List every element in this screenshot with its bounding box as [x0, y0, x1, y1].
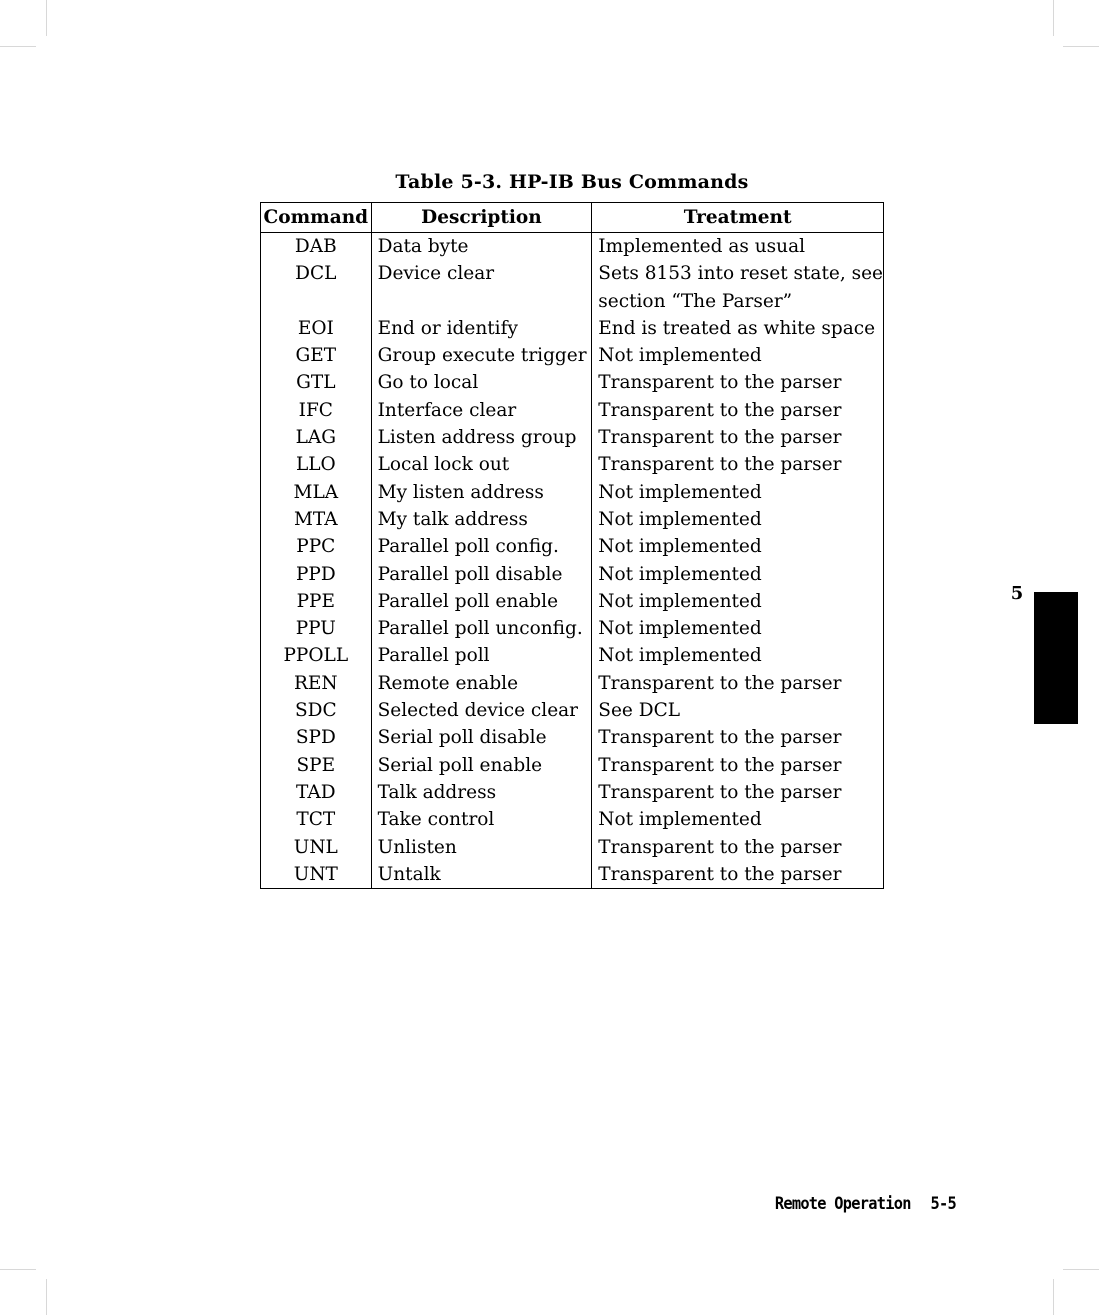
command-cell: GET — [261, 342, 372, 369]
table-row — [261, 424, 884, 451]
table-row — [261, 260, 884, 287]
description-cell: Serial poll enable — [371, 752, 592, 779]
description-cell: Parallel poll disable — [371, 561, 592, 588]
command-cell: UNT — [261, 861, 372, 889]
treatment-cell: Not implemented — [592, 642, 884, 669]
column-header-description: Description — [371, 203, 592, 233]
command-cell: PPC — [261, 533, 372, 560]
bus-commands-table — [260, 202, 884, 889]
description-cell: Parallel poll config. — [371, 533, 592, 560]
treatment-cell: Transparent to the parser — [592, 397, 884, 424]
command-cell: SPD — [261, 724, 372, 751]
description-cell — [371, 288, 592, 315]
crop-mark — [1063, 1269, 1099, 1270]
table-row — [261, 369, 884, 396]
description-cell: Go to local — [371, 369, 592, 396]
table-header-row — [261, 203, 884, 233]
treatment-cell: Implemented as usual — [592, 233, 884, 261]
description-cell: Interface clear — [371, 397, 592, 424]
table-row — [261, 806, 884, 833]
footer-section-title: Remote Operation — [774, 1194, 911, 1214]
description-cell: Parallel poll enable — [371, 588, 592, 615]
table-row — [261, 506, 884, 533]
command-cell: LLO — [261, 451, 372, 478]
crop-mark — [1053, 1279, 1054, 1315]
crop-mark — [1053, 0, 1054, 36]
table-row — [261, 779, 884, 806]
chapter-tab-marker — [1034, 592, 1078, 724]
crop-mark — [0, 46, 36, 47]
description-cell: Serial poll disable — [371, 724, 592, 751]
description-cell: My listen address — [371, 479, 592, 506]
treatment-cell: Transparent to the parser — [592, 424, 884, 451]
table-body — [261, 233, 884, 889]
command-cell: PPE — [261, 588, 372, 615]
crop-mark — [46, 0, 47, 36]
table-row — [261, 315, 884, 342]
description-cell: End or identify — [371, 315, 592, 342]
treatment-cell: Not implemented — [592, 506, 884, 533]
table-row — [261, 479, 884, 506]
chapter-tab-number: 5 — [1010, 583, 1024, 604]
command-cell: REN — [261, 670, 372, 697]
table-row — [261, 451, 884, 478]
crop-mark — [0, 1269, 36, 1270]
description-cell: Untalk — [371, 861, 592, 889]
column-header-command: Command — [261, 203, 372, 233]
command-cell: GTL — [261, 369, 372, 396]
description-cell: Device clear — [371, 260, 592, 287]
table-row — [261, 342, 884, 369]
table-row — [261, 233, 884, 261]
table-row — [261, 642, 884, 669]
command-cell — [261, 288, 372, 315]
description-cell: Take control — [371, 806, 592, 833]
treatment-cell: Transparent to the parser — [592, 451, 884, 478]
treatment-cell: Transparent to the parser — [592, 724, 884, 751]
description-cell: Parallel poll unconfig. — [371, 615, 592, 642]
treatment-cell: Not implemented — [592, 479, 884, 506]
command-cell: DAB — [261, 233, 372, 261]
table-row — [261, 670, 884, 697]
command-cell: PPD — [261, 561, 372, 588]
treatment-cell: Not implemented — [592, 615, 884, 642]
treatment-cell: Transparent to the parser — [592, 670, 884, 697]
crop-mark — [46, 1279, 47, 1315]
table-row — [261, 588, 884, 615]
command-cell: LAG — [261, 424, 372, 451]
description-cell: Selected device clear — [371, 697, 592, 724]
treatment-cell: Not implemented — [592, 588, 884, 615]
command-cell: SPE — [261, 752, 372, 779]
description-cell: Remote enable — [371, 670, 592, 697]
command-cell: IFC — [261, 397, 372, 424]
treatment-cell: Not implemented — [592, 806, 884, 833]
table-row — [261, 288, 884, 315]
table-row — [261, 615, 884, 642]
treatment-cell: Sets 8153 into reset state, see — [592, 260, 884, 287]
treatment-cell: Not implemented — [592, 561, 884, 588]
treatment-cell: Not implemented — [592, 342, 884, 369]
command-cell: PPU — [261, 615, 372, 642]
treatment-cell: See DCL — [592, 697, 884, 724]
command-cell: EOI — [261, 315, 372, 342]
command-cell: SDC — [261, 697, 372, 724]
treatment-cell: Transparent to the parser — [592, 779, 884, 806]
description-cell: Local lock out — [371, 451, 592, 478]
table-row — [261, 834, 884, 861]
table-row — [261, 861, 884, 889]
treatment-cell: Transparent to the parser — [592, 861, 884, 889]
description-cell: My talk address — [371, 506, 592, 533]
command-cell: MTA — [261, 506, 372, 533]
treatment-cell: Transparent to the parser — [592, 834, 884, 861]
command-cell: UNL — [261, 834, 372, 861]
command-cell: TCT — [261, 806, 372, 833]
treatment-cell: Not implemented — [592, 533, 884, 560]
footer-page-number: 5-5 — [930, 1194, 956, 1214]
treatment-cell: Transparent to the parser — [592, 369, 884, 396]
page-footer — [726, 1194, 956, 1214]
table-row — [261, 561, 884, 588]
table-title: Table 5-3. HP-IB Bus Commands — [395, 171, 749, 193]
table-row — [261, 697, 884, 724]
table-row — [261, 724, 884, 751]
treatment-cell: section “The Parser” — [592, 288, 884, 315]
description-cell: Listen address group — [371, 424, 592, 451]
crop-mark — [1063, 46, 1099, 47]
command-cell: DCL — [261, 260, 372, 287]
description-cell: Unlisten — [371, 834, 592, 861]
treatment-cell: Transparent to the parser — [592, 752, 884, 779]
column-header-treatment: Treatment — [592, 203, 884, 233]
command-cell: PPOLL — [261, 642, 372, 669]
command-cell: MLA — [261, 479, 372, 506]
table-row — [261, 533, 884, 560]
table-row — [261, 397, 884, 424]
description-cell: Group execute trigger — [371, 342, 592, 369]
description-cell: Data byte — [371, 233, 592, 261]
description-cell: Parallel poll — [371, 642, 592, 669]
table-row — [261, 752, 884, 779]
description-cell: Talk address — [371, 779, 592, 806]
command-cell: TAD — [261, 779, 372, 806]
treatment-cell: End is treated as white space — [592, 315, 884, 342]
